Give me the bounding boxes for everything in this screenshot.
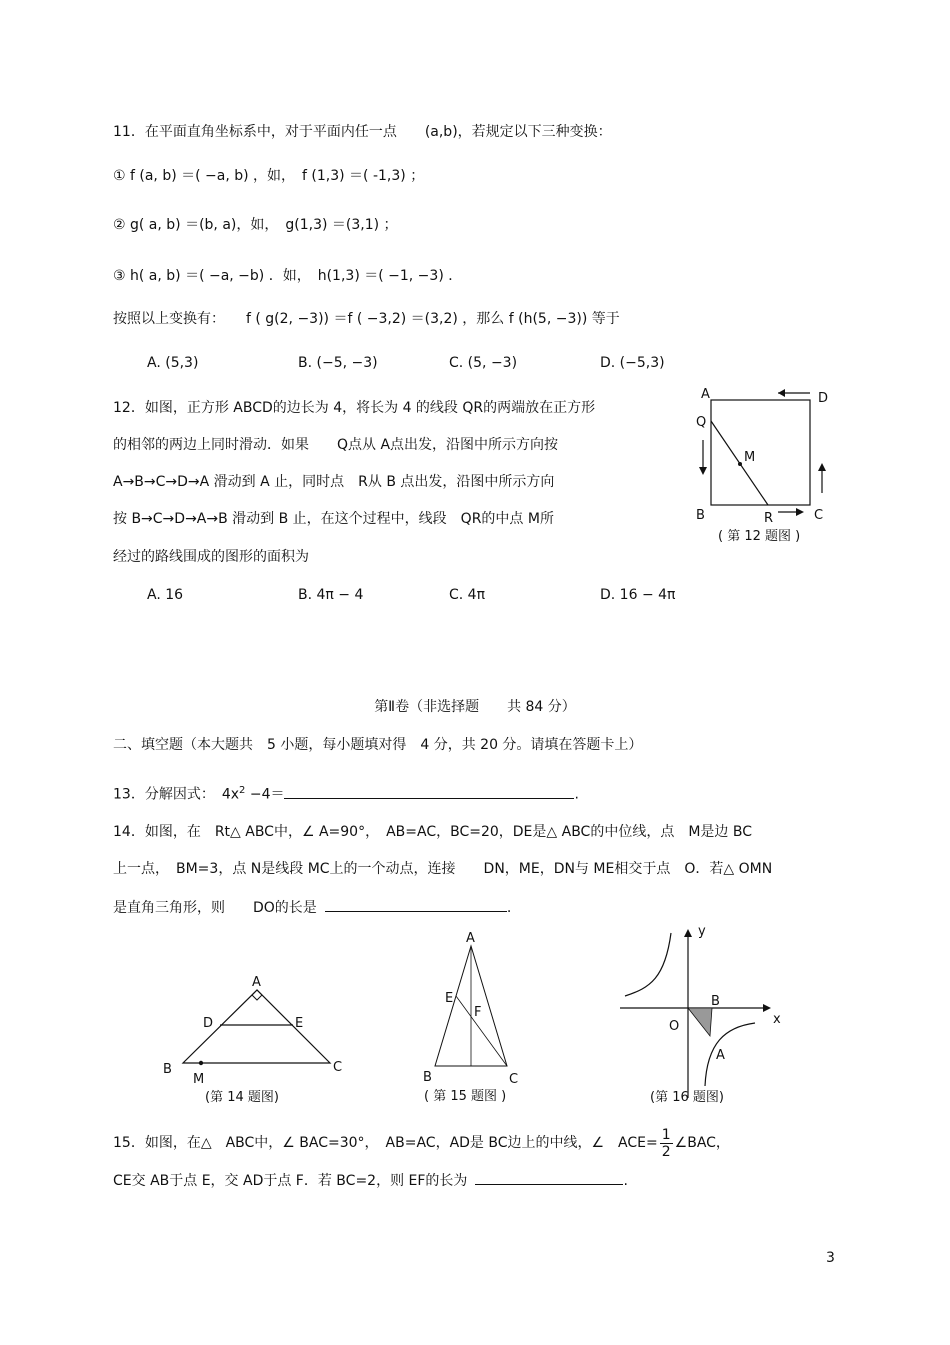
section-2-title: 第Ⅱ卷（非选择题 共 84 分） — [374, 699, 576, 715]
q14-line-3-text: 是直角三角形，则 DO的长是 — [113, 900, 317, 916]
q11-option-a: A. (5,3) — [147, 355, 199, 371]
label-x: x — [773, 1012, 781, 1027]
label-c: C — [509, 1072, 519, 1087]
q13-end: . — [574, 786, 579, 803]
label-m: M — [744, 450, 756, 465]
q13 — [113, 781, 579, 805]
label-y: y — [698, 924, 706, 939]
q12-option-a: A. 16 — [147, 587, 184, 603]
q14-line-1: 14．如图，在 Rt△ ABC中，∠ A=90°， AB=AC，BC=20，DE是△ ABC的中位线，点 M是边 BC — [113, 824, 752, 840]
arrow-bottom-head — [796, 508, 804, 516]
square-abcd — [711, 400, 810, 505]
fraction-one-half — [660, 1127, 673, 1160]
label-a: A — [252, 975, 261, 990]
q13-rest: −4＝ — [245, 786, 285, 803]
q11-option-d: D. (−5,3) — [600, 355, 665, 371]
figure-15 — [420, 928, 530, 1108]
q14-end: . — [506, 900, 512, 916]
q15-line-1a: 15．如图，在△ ABC中，∠ BAC=30°， AB=AC，AD是 BC边上的中线，∠ ACE= — [113, 1135, 658, 1151]
q11-option-b: B. (−5, −3) — [298, 355, 378, 371]
shaded-triangle-oab — [688, 1008, 712, 1036]
point-m — [738, 462, 742, 466]
q15-line-1 — [113, 1124, 730, 1162]
label-b: B — [163, 1062, 172, 1077]
label-e: E — [295, 1016, 304, 1031]
q12-line-3: A→B→C→D→A 滑动到 A 止，同时点 R从 B 点出发，沿图中所示方向 — [113, 474, 555, 490]
point-m — [199, 1061, 203, 1065]
q15-line-2-text: CE交 AB于点 E，交 AD于点 F．若 BC=2，则 EF的长为 — [113, 1173, 468, 1189]
x-axis-arrow — [763, 1004, 771, 1012]
q14-line-2: 上一点， BM=3，点 N是线段 MC上的一个动点，连接 DN，ME，DN与 ME相交于点 O．若△ OMN — [113, 861, 773, 877]
label-c: C — [814, 508, 824, 523]
q13-exponent: 2 — [239, 785, 246, 796]
q11-question: 按照以上变换有： f ( g(2, −3)) ＝f ( −3,2) ＝(3,2) ，那么 f (h(5, −3)) 等于 — [113, 311, 620, 327]
label-r: R — [764, 511, 774, 526]
q11-stem: 11．在平面直角坐标系中，对于平面内任一点 (a,b)，若规定以下三种变换： — [113, 124, 612, 140]
label-q: Q — [696, 415, 707, 430]
hyperbola-lower-right — [705, 1023, 755, 1086]
fraction-numerator: 1 — [661, 1126, 671, 1143]
q12-line-4: 按 B→C→D→A→B 滑动到 B 止，在这个过程中，线段 QR的中点 M所 — [113, 511, 554, 527]
q11-option-c: C. (5, −3) — [449, 355, 518, 371]
q14-answer-blank[interactable] — [325, 897, 507, 912]
figure-14-caption: (第 14 题图) — [205, 1090, 279, 1105]
arrow-left-head — [699, 467, 707, 475]
label-a: A — [466, 931, 475, 946]
figure-12-caption: ( 第 12 题图 ) — [718, 529, 801, 544]
section-2-intro: 二、填空题（本大题共 5 小题，每小题填对得 4 分，共 20 分。请填在答题卡上） — [113, 737, 643, 753]
right-angle-mark — [252, 990, 262, 1000]
label-d: D — [203, 1016, 214, 1031]
label-m: M — [193, 1072, 205, 1087]
q14-line-3 — [113, 897, 511, 918]
q12-option-b: B. 4π − 4 — [298, 587, 364, 603]
arrow-top-head — [778, 389, 785, 397]
q15-line-2 — [113, 1170, 628, 1191]
figure-12 — [690, 385, 840, 545]
q15-end: . — [623, 1173, 628, 1189]
figure-16 — [615, 923, 795, 1108]
fraction-denominator: 2 — [661, 1143, 671, 1160]
label-e: E — [445, 991, 454, 1006]
y-axis-arrow — [684, 929, 692, 937]
figure-14 — [160, 970, 370, 1110]
q13-answer-blank[interactable] — [284, 784, 574, 799]
q11-rule-f: ① f (a, b) ＝( −a, b) ，如， f (1,3) ＝( -1,3) ； — [113, 168, 425, 184]
label-o: O — [669, 1019, 680, 1034]
q12-line-2: 的相邻的两边上同时滑动．如果 Q点从 A点出发，沿图中所示方向按 — [113, 437, 559, 453]
arrow-right-head — [818, 463, 826, 471]
label-b: B — [696, 508, 705, 523]
figure-16-caption: (第 16 题图) — [650, 1090, 724, 1105]
q12-option-d: D. 16 − 4π — [600, 587, 676, 603]
q12-line-5: 经过的路线围成的图形的面积为 — [113, 549, 309, 565]
q12-line-1: 12．如图，正方形 ABCD的边长为 4，将长为 4 的线段 QR的两端放在正方形 — [113, 400, 596, 416]
q11-rule-h: ③ h( a, b) ＝( −a, −b) ．如， h(1,3) ＝( −1, −3) ． — [113, 268, 463, 284]
label-d: D — [818, 391, 829, 406]
q12-option-c: C. 4π — [449, 587, 486, 603]
label-a: A — [716, 1048, 725, 1063]
label-b: B — [711, 994, 720, 1009]
hyperbola-upper-left — [625, 933, 671, 996]
figure-15-caption: ( 第 15 题图 ) — [424, 1089, 507, 1104]
label-a: A — [701, 387, 710, 402]
q11-rule-g: ② g( a, b) ＝(b, a)，如， g(1,3) ＝(3,1) ； — [113, 217, 398, 233]
q15-answer-blank[interactable] — [475, 1170, 623, 1185]
label-b: B — [423, 1070, 432, 1085]
q15-line-1b: ∠BAC， — [674, 1135, 730, 1151]
q13-prefix: 13．分解因式： 4x — [113, 786, 240, 803]
page-number: 3 — [826, 1250, 835, 1266]
segment-ce — [456, 996, 507, 1066]
label-f: F — [474, 1005, 482, 1020]
label-c: C — [333, 1060, 343, 1075]
